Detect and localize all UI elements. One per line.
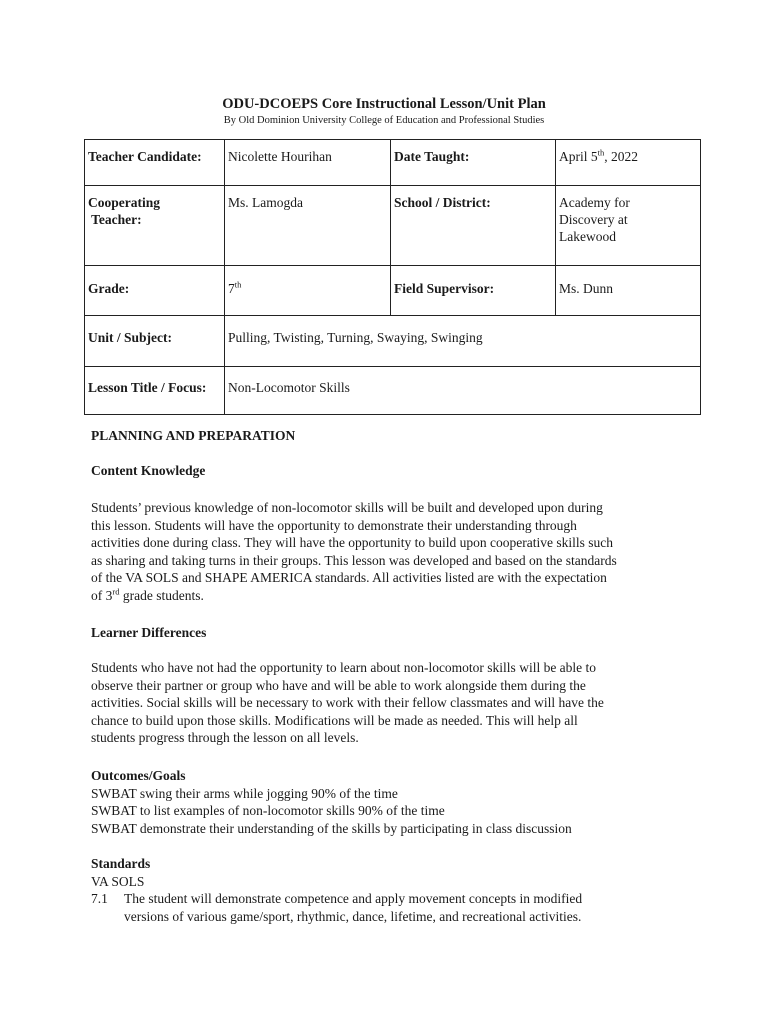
- standards-heading: Standards: [91, 856, 151, 871]
- planning-heading: PLANNING AND PREPARATION: [91, 428, 296, 443]
- table-row: [85, 140, 701, 186]
- content-knowledge-paragraph: [91, 499, 691, 605]
- paragraph-line: of the VA SOLS and SHAPE AMERICA standards. All activities listed are with the expectation: [91, 570, 607, 586]
- standard-number: 7.1: [91, 891, 108, 907]
- outcomes-section: [91, 767, 691, 837]
- content-knowledge-heading: Content Knowledge: [91, 463, 206, 478]
- standard-line: versions of various game/sport, rhythmic, dance, lifetime, and recreational activities.: [124, 908, 582, 924]
- grade-value: [225, 266, 391, 316]
- table-row: [85, 266, 701, 316]
- lesson-info-table: [84, 139, 701, 415]
- school-district-value: [556, 186, 701, 266]
- standard-text: [124, 890, 582, 925]
- grade-suffix: th: [234, 279, 242, 290]
- cooperating-label-line2: Teacher:: [88, 212, 142, 227]
- grade-number: 7: [228, 281, 235, 296]
- field-supervisor-label: Field Supervisor:: [391, 266, 556, 316]
- table-row: [85, 186, 701, 266]
- learner-differences-paragraph: [91, 659, 691, 747]
- standards-subheading: VA SOLS: [91, 873, 145, 889]
- date-taught-value: [556, 140, 701, 186]
- date-taught-year: , 2022: [604, 149, 638, 164]
- standard-item: [91, 890, 691, 925]
- list-item: SWBAT demonstrate their understanding of the skills by participating in class discussion: [91, 820, 572, 836]
- school-district-label: School / District:: [391, 186, 556, 266]
- date-taught-day: April 5: [559, 149, 598, 164]
- school-line2: Discovery at: [559, 212, 628, 227]
- paragraph-line: activities done during class. They will have the opportunity to build upon cooperative skills such: [91, 535, 614, 551]
- paragraph-line: observe their partner or group who have and will be able to work alongside them during the: [91, 677, 586, 693]
- standards-section: [91, 855, 691, 925]
- school-line1: Academy for: [559, 195, 630, 210]
- table-row: [85, 367, 701, 415]
- document-subtitle: By Old Dominion University College of Education and Professional Studies: [223, 115, 545, 126]
- grade-text-suffix: rd: [112, 586, 120, 597]
- field-supervisor-value: Ms. Dunn: [556, 266, 701, 316]
- paragraph-line: chance to build upon those skills. Modifications will be made as needed. This will help all: [91, 712, 578, 728]
- list-item: SWBAT to list examples of non-locomotor skills 90% of the time: [91, 803, 445, 819]
- outcomes-heading: Outcomes/Goals: [91, 768, 186, 783]
- grade-text-rest: grade students.: [119, 587, 204, 603]
- list-item: SWBAT swing their arms while jogging 90% of the time: [91, 785, 398, 801]
- learner-differences-heading: Learner Differences: [91, 625, 207, 640]
- cooperating-teacher-label: [85, 186, 225, 266]
- unit-subject-value: Pulling, Twisting, Turning, Swaying, Swinging: [225, 316, 701, 367]
- teacher-candidate-label: Teacher Candidate:: [85, 140, 225, 186]
- paragraph-line: Students’ previous knowledge of non-locomotor skills will be built and developed upon during: [91, 500, 603, 515]
- unit-subject-label: Unit / Subject:: [85, 316, 225, 367]
- grade-text-prefix: of 3: [91, 587, 113, 603]
- paragraph-line: this lesson. Students will have the opportunity to demonstrate their understanding through: [91, 517, 577, 533]
- standard-line: The student will demonstrate competence and apply movement concepts in modified: [124, 891, 583, 907]
- teacher-candidate-value: Nicolette Hourihan: [225, 140, 391, 186]
- lesson-title-value: Non-Locomotor Skills: [225, 367, 701, 415]
- school-line3: Lakewood: [559, 229, 616, 244]
- date-taught-label: Date Taught:: [391, 140, 556, 186]
- table-row: [85, 316, 701, 367]
- paragraph-line: students progress through the lesson on all levels.: [91, 730, 359, 746]
- cooperating-label-line1: Cooperating: [88, 195, 160, 210]
- document-title: ODU-DCOEPS Core Instructional Lesson/Unit Plan: [222, 96, 546, 112]
- lesson-title-label: Lesson Title / Focus:: [85, 367, 225, 415]
- paragraph-line: Students who have not had the opportunity to learn about non-locomotor skills will be able to: [91, 660, 597, 675]
- cooperating-teacher-value: Ms. Lamogda: [225, 186, 391, 266]
- grade-label: Grade:: [85, 266, 225, 316]
- paragraph-line: as sharing and taking turns in their groups. This lesson was developed and based on the standards: [91, 552, 617, 568]
- paragraph-line: [91, 587, 691, 605]
- date-taught-suffix: th: [597, 147, 605, 158]
- paragraph-line: activities. Social skills will be necessary to work with their fellow classmates and will have the: [91, 695, 604, 711]
